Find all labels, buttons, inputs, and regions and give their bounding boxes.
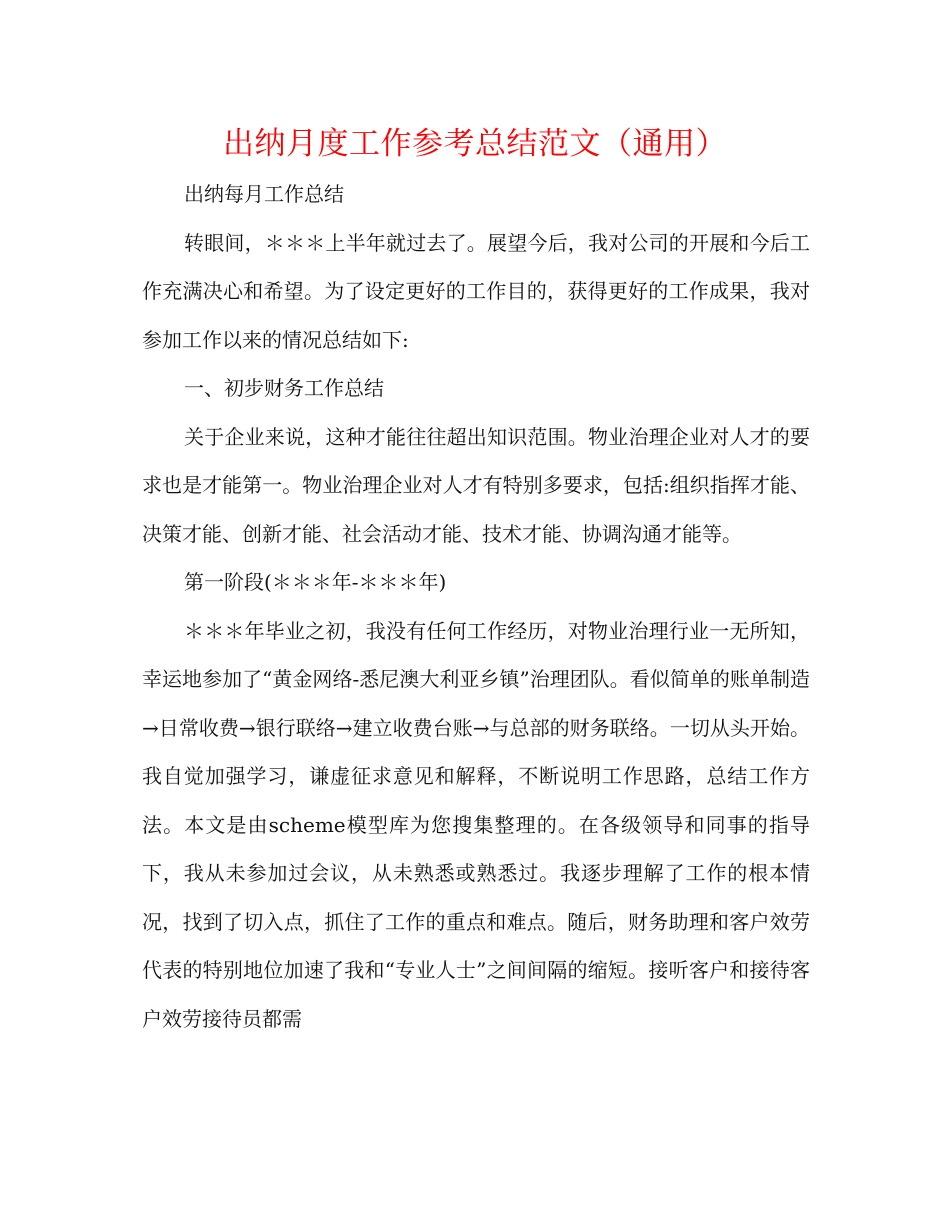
paragraph: 出纳每月工作总结: [184, 182, 344, 206]
paragraph: ＊＊＊年毕业之初，我没有任何工作经历，对物业治理行业一无所知，幸运地参加了“黄金网络-悉尼澳大利亚乡镇”治理团队。看似简单的账单制造→日常收费→银行联络→建立收费台账→与总部的财务联络。一切从头开始。我自觉加强学习，谦虚征求意见和解释，不断说明工作思路，总结工作方法。本文是由scheme模型库为您搜集整理的。在各级领导和同事的指导下，我从未参加过会议，从未熟悉或熟悉过。我逐步理解了工作的根本情况，找到了切入点，抓住了工作的重点和难点。随后，财务助理和客户效劳代表的特别地位加速了我和“专业人士”之间间隔的缩短。接听客户和接待客户效劳接待员都需: [142, 618, 810, 1031]
paragraph: 关于企业来说，这种才能往往超出知识范围。物业治理企业对人才的要求也是才能第一。物业治理企业对人才有特别多要求，包括:组织指挥才能、决策才能、创新才能、社会活动才能、技术才能、协调沟通才能等。: [142, 424, 810, 546]
section-heading: 一、初步财务工作总结: [184, 376, 384, 400]
document-title: 出纳月度工作参考总结范文（通用）: [223, 126, 727, 162]
document-body: [142, 170, 810, 1043]
paragraph: 转眼间，＊＊＊上半年就过去了。展望今后，我对公司的开展和今后工作充满决心和希望。为了设定更好的工作目的，获得更好的工作成果，我对参加工作以来的情况总结如下:: [142, 230, 810, 352]
stage-heading: 第一阶段(＊＊＊年-＊＊＊年): [184, 570, 447, 594]
